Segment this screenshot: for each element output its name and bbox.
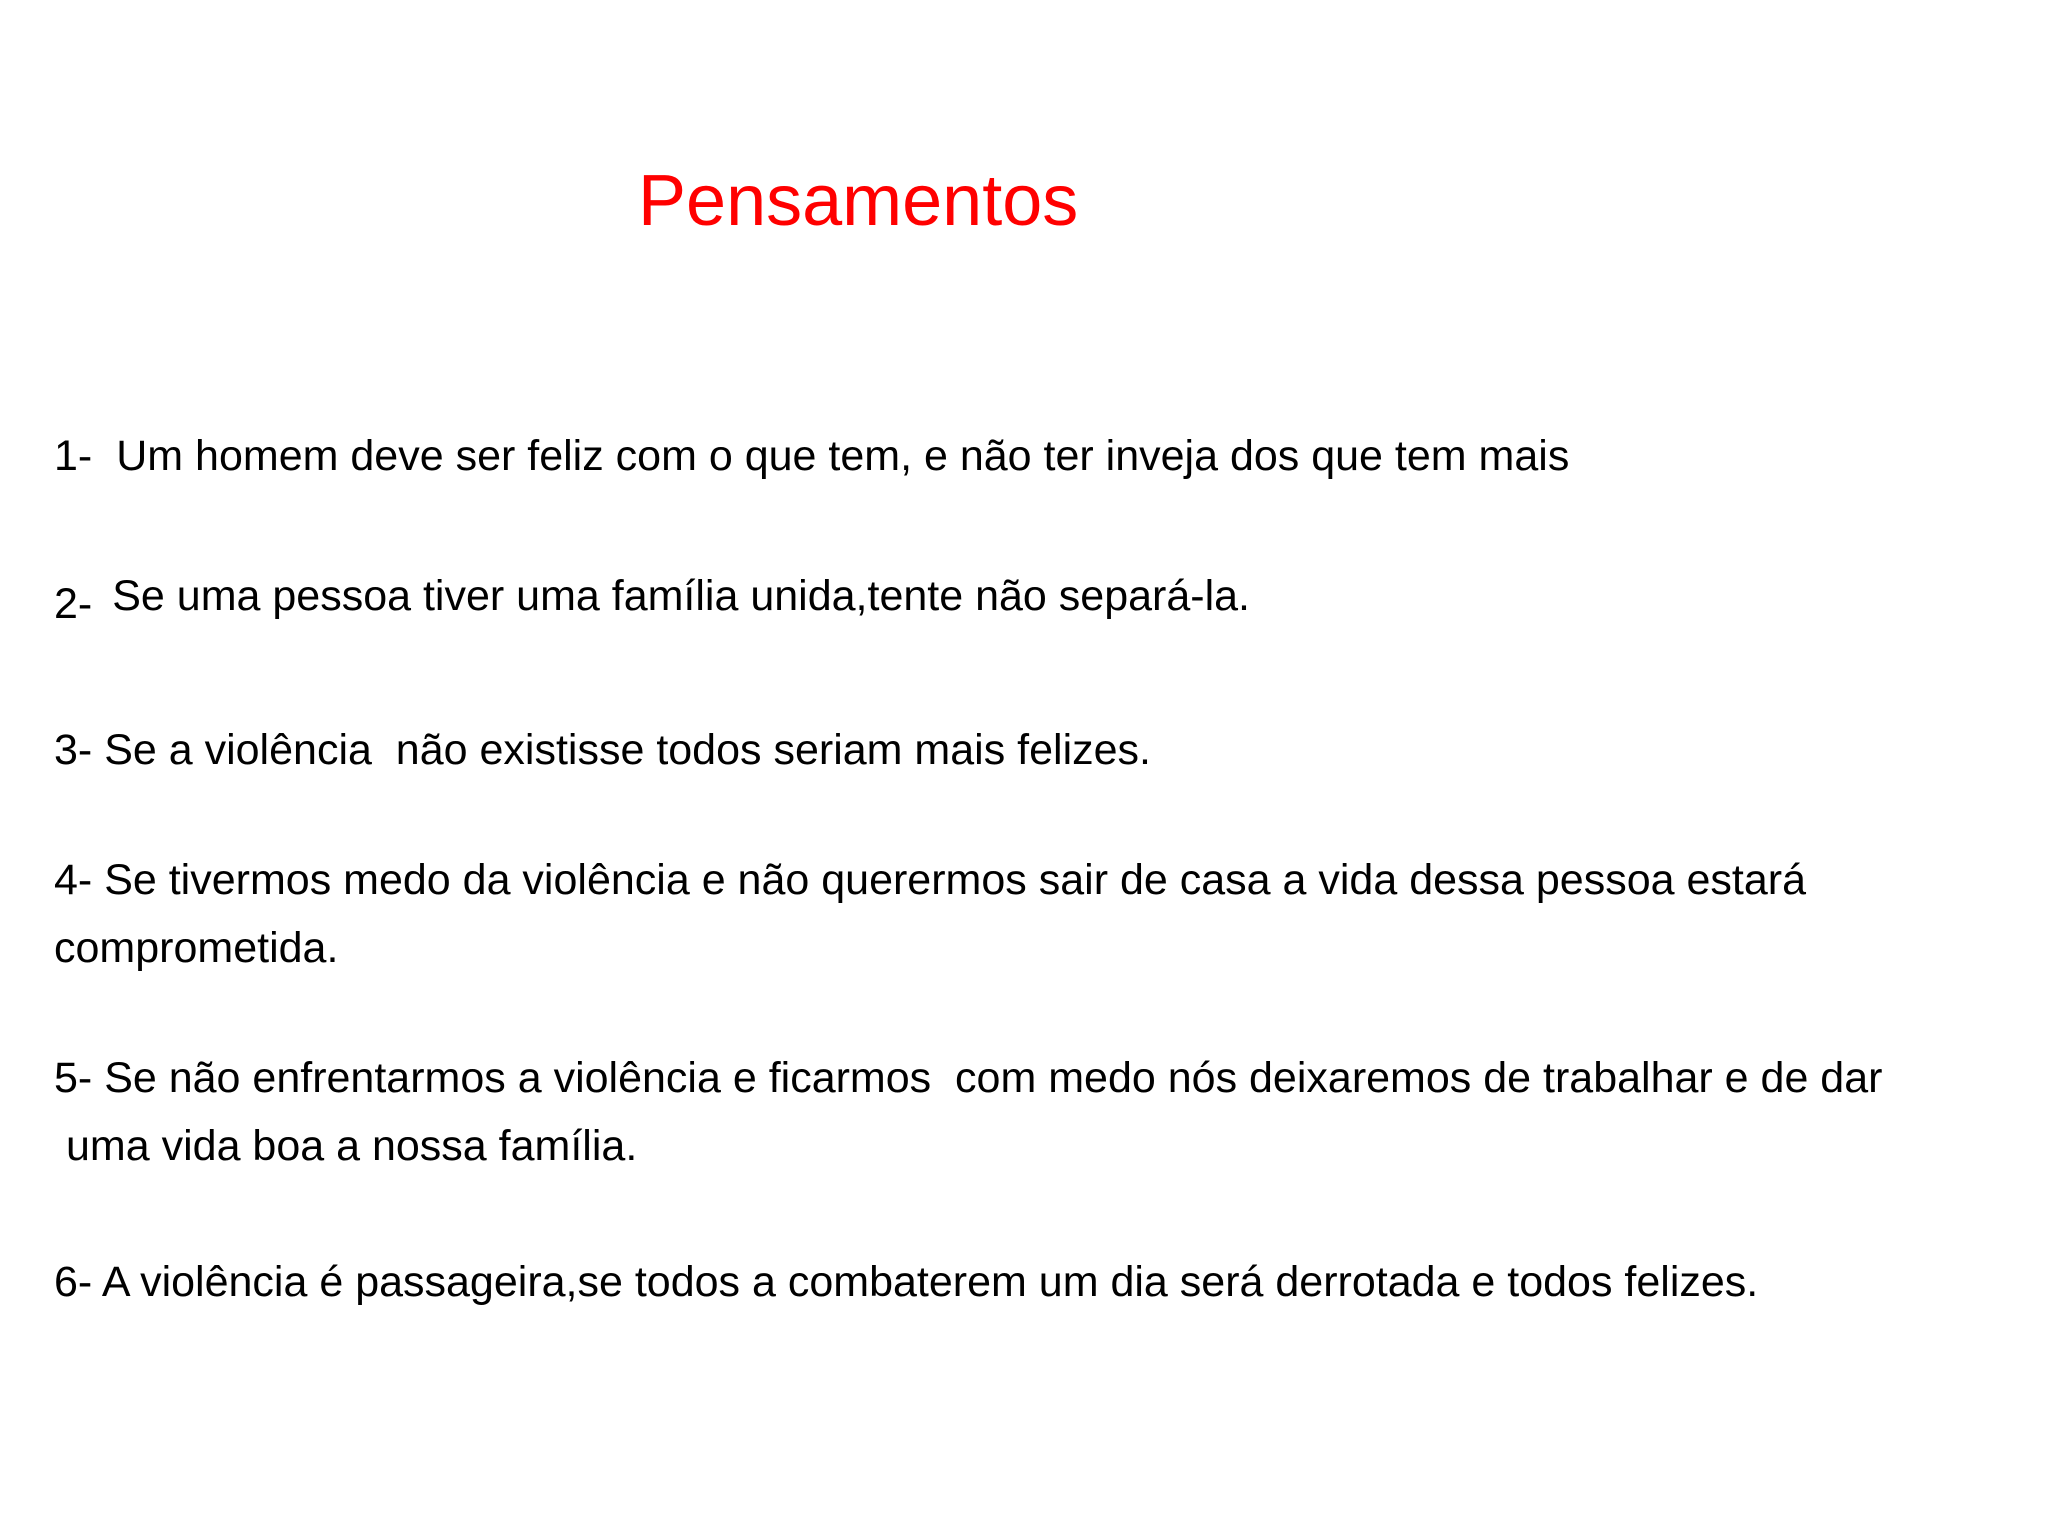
item-number: 2- bbox=[54, 580, 93, 628]
item-number: 4- bbox=[54, 856, 93, 904]
item-text: Se a violência não existisse todos seriam mais felizes. bbox=[104, 726, 1151, 774]
thought-item-2 bbox=[54, 562, 1250, 630]
thought-item-1 bbox=[54, 422, 1569, 490]
thought-item-3 bbox=[54, 716, 1151, 784]
thought-item-4 bbox=[54, 846, 1806, 982]
thought-item-5 bbox=[54, 1044, 1882, 1180]
item-text-continued: comprometida. bbox=[54, 924, 339, 972]
item-text: Se uma pessoa tiver uma família unida,tente não separá-la. bbox=[112, 572, 1250, 620]
slide-title: Pensamentos bbox=[638, 161, 1079, 241]
item-text: Se tivermos medo da violência e não querermos sair de casa a vida dessa pessoa estará bbox=[104, 856, 1807, 904]
item-text-continued: uma vida boa a nossa família. bbox=[66, 1122, 638, 1170]
item-number: 6- bbox=[54, 1258, 93, 1306]
item-text: A violência é passageira,se todos a combaterem um dia será derrotada e todos felizes. bbox=[101, 1258, 1759, 1306]
item-number: 5- bbox=[54, 1054, 93, 1102]
item-text: Um homem deve ser feliz com o que tem, e não ter inveja dos que tem mais bbox=[116, 432, 1570, 480]
item-text: Se não enfrentarmos a violência e ficarmos com medo nós deixaremos de trabalhar e de dar bbox=[104, 1054, 1883, 1102]
item-number: 3- bbox=[54, 726, 93, 774]
thought-item-6 bbox=[54, 1248, 1758, 1316]
item-number: 1- bbox=[54, 432, 93, 480]
